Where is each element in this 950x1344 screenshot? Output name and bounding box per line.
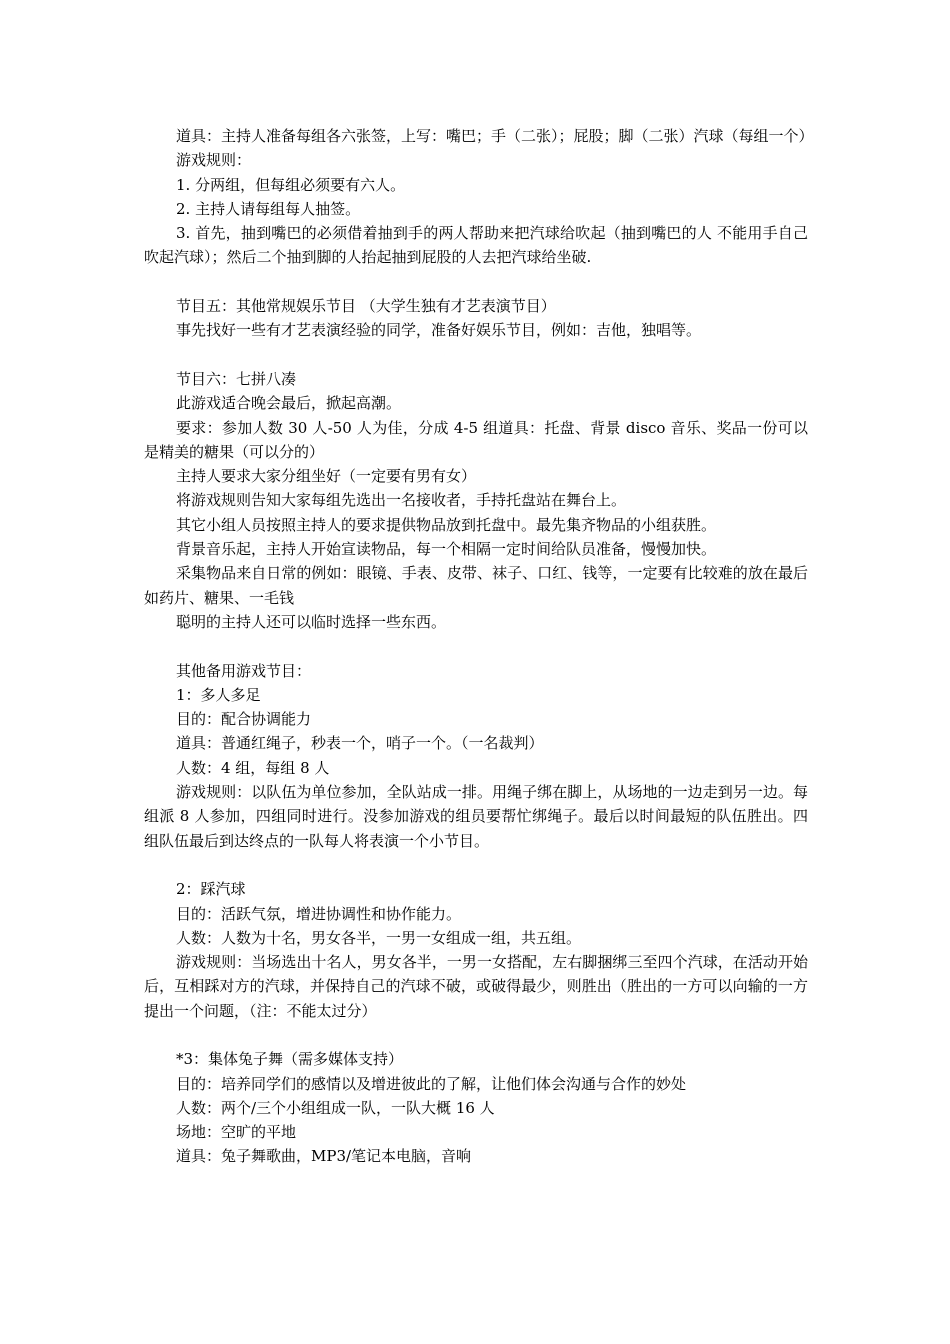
paragraph: 要求：参加人数 30 人-50 人为佳，分成 4-5 组道具：托盘、背景 disco 音乐、奖品一份可以是精美的糖果（可以分的） [144, 418, 808, 461]
paragraph: 人数：4 组，每组 8 人 [176, 758, 330, 777]
section-heading: 节目五：其他常规娱乐节目 （大学生独有才艺表演节目） [176, 297, 556, 316]
paragraph: 道具：兔子舞歌曲，MP3/笔记本电脑，音响 [176, 1147, 472, 1166]
paragraph: 3. 首先，抽到嘴巴的必须借着抽到手的两人帮助来把汽球给吹起（抽到嘴巴的人 不能用手自己吹起汽球）；然后二个抽到脚的人抬起抽到屁股的人去把汽球给坐破. [144, 224, 808, 267]
paragraph: 目的：配合协调能力 [176, 710, 312, 729]
paragraph: 人数：两个/三个小组组成一队，一队大概 16 人 [176, 1098, 495, 1117]
game-title: *3：集体兔子舞（需多媒体支持） [176, 1050, 404, 1069]
paragraph: 1. 分两组，但每组必须要有六人。 [176, 175, 406, 194]
section-heading: 节目六：七拼八凑 [176, 369, 297, 388]
section-heading: 其他备用游戏节目： [176, 661, 312, 680]
blank-line [144, 634, 808, 658]
paragraph: 游戏规则： [176, 151, 252, 170]
document-page [144, 124, 814, 1169]
paragraph: 游戏规则：当场选出十名人，男女各半，一男一女搭配，左右脚捆绑三至四个汽球，在活动开始后，互相踩对方的汽球，并保持自己的汽球不破，或破得最少，则胜出（胜出的一方可以向输的一方提出一个问题，（注：不能太过分） [144, 953, 808, 1020]
paragraph: 聪明的主持人还可以临时选择一些东西。 [176, 612, 447, 631]
paragraph: 人数：人数为十名，男女各半，一男一女组成一组，共五组。 [176, 928, 582, 947]
blank-line [144, 270, 808, 294]
paragraph: 采集物品来自日常的例如：眼镜、手表、皮带、袜子、口红、钱等，一定要有比较难的放在最后如药片、糖果、一毛钱 [144, 564, 808, 607]
paragraph: 道具：普通红绳子，秒表一个，哨子一个。（一名裁判） [176, 734, 544, 753]
paragraph: 事先找好一些有才艺表演经验的同学，准备好娱乐节目，例如：吉他，独唱等。 [176, 321, 702, 340]
game-title: 2：踩汽球 [176, 880, 246, 899]
paragraph: 2. 主持人请每组每人抽签。 [176, 199, 361, 218]
paragraph: 将游戏规则告知大家每组先选出一名接收者，手持托盘站在舞台上。 [176, 491, 627, 510]
paragraph: 场地：空旷的平地 [176, 1123, 297, 1142]
paragraph: 主持人要求大家分组坐好（一定要有男有女） [176, 467, 477, 486]
blank-line [144, 343, 808, 367]
paragraph: 此游戏适合晚会最后，掀起高潮。 [176, 394, 402, 413]
blank-line [144, 853, 808, 877]
paragraph: 其它小组人员按照主持人的要求提供物品放到托盘中。最先集齐物品的小组获胜。 [176, 515, 717, 534]
paragraph: 道具：主持人准备每组各六张签，上写：嘴巴；手（二张）；屁股；脚（二张）汽球（每组一个） [176, 127, 814, 145]
paragraph: 背景音乐起，主持人开始宣读物品，每一个相隔一定时间给队员准备，慢慢加快。 [176, 540, 717, 559]
game-title: 1：多人多足 [176, 685, 261, 704]
blank-line [144, 1023, 808, 1047]
paragraph: 目的：培养同学们的感情以及增进彼此的了解，让他们体会沟通与合作的妙处 [176, 1074, 687, 1093]
paragraph: 游戏规则：以队伍为单位参加，全队站成一排。用绳子绑在脚上，从场地的一边走到另一边。每组派 8 人参加，四组同时进行。没参加游戏的组员要帮忙绑绳子。最后以时间最短的队伍胜出。四组队伍最后到达终点的一队每人将表演一个小节目。 [144, 783, 808, 850]
paragraph: 目的：活跃气氛，增进协调性和协作能力。 [176, 904, 462, 923]
